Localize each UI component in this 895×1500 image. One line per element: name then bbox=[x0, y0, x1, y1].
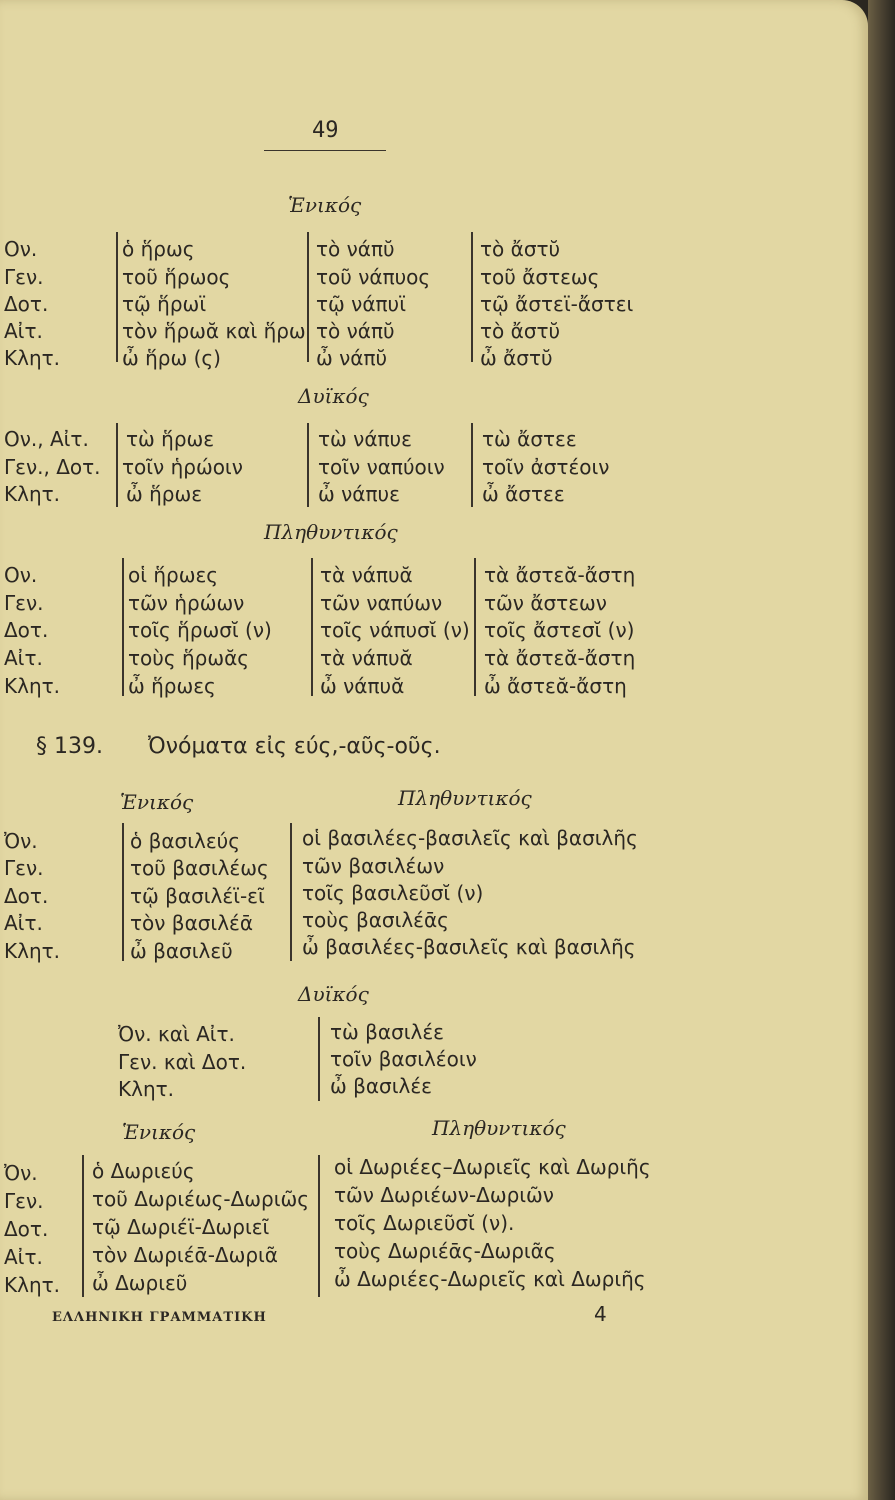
column-divider bbox=[474, 558, 476, 696]
case-label: Αἰτ. bbox=[4, 646, 43, 670]
form-cell: τῶν Δωριέων-Δωριῶν bbox=[334, 1183, 554, 1207]
form-cell: τοῖν βασιλέοιν bbox=[330, 1047, 477, 1071]
case-label: Γεν. bbox=[4, 856, 44, 880]
form-cell: τὰ νάπυᾰ bbox=[320, 646, 413, 670]
form-cell: ὦ νάπῠ bbox=[316, 346, 388, 370]
case-label: Δοτ. bbox=[4, 618, 49, 642]
form-cell: τὸν ἥρωᾰ καὶ ἥρω bbox=[122, 319, 306, 343]
form-cell: ὦ νάπυᾰ bbox=[320, 674, 405, 698]
form-cell: τὸ νάπῠ bbox=[316, 319, 395, 343]
case-label: Κλητ. bbox=[4, 674, 61, 698]
column-divider bbox=[82, 1155, 84, 1297]
case-label: Ὀν. bbox=[4, 829, 38, 853]
form-cell: τοῖν ἡρώοιν bbox=[122, 455, 243, 479]
case-label: Γεν. bbox=[4, 265, 44, 289]
form-cell: ὁ Δωριεύς bbox=[92, 1159, 195, 1183]
form-cell: τοὺς Δωριέᾱς-Δωριᾶς bbox=[334, 1239, 556, 1263]
case-label: Κλητ. bbox=[4, 482, 61, 506]
column-divider bbox=[471, 423, 473, 507]
form-cell: τὸν Δωριέᾱ-Δωριᾶ bbox=[92, 1243, 278, 1267]
form-cell: ὦ βασιλεῦ bbox=[130, 939, 233, 963]
case-label: Ὀν. καὶ Αἰτ. bbox=[118, 1022, 235, 1046]
form-cell: τῶν ἡρώων bbox=[128, 591, 245, 615]
form-cell: τῷ ἥρωϊ bbox=[122, 292, 207, 316]
case-label: Δοτ. bbox=[4, 884, 49, 908]
form-cell: τῷ ἄστεϊ-ἄστει bbox=[480, 292, 634, 316]
case-label: Κλητ. bbox=[118, 1077, 175, 1101]
column-divider bbox=[307, 423, 309, 507]
form-cell: ὦ Δωριέες-Δωριεῖς καὶ Δωριῆς bbox=[334, 1267, 646, 1291]
case-label: Αἰτ. bbox=[4, 319, 43, 343]
form-cell: ὦ Δωριεῦ bbox=[92, 1271, 188, 1295]
case-label: Ον. bbox=[4, 563, 38, 587]
form-cell: τοῦ Δωριέως-Δωριῶς bbox=[92, 1187, 309, 1211]
form-cell: ὦ βασιλέε bbox=[330, 1074, 432, 1098]
column-divider bbox=[471, 232, 473, 362]
footer-book-title: ΕΛΛΗΝΙΚΗ ΓΡΑΜΜΑΤΙΚΗ bbox=[52, 1310, 267, 1325]
case-label: Αἰτ. bbox=[4, 911, 43, 935]
column-divider bbox=[116, 423, 118, 507]
form-cell: τῷ βασιλέϊ-εῖ bbox=[130, 884, 265, 908]
case-label: Ὀν. bbox=[4, 1161, 38, 1185]
plural-heading: Πληθυντικός bbox=[432, 1116, 566, 1140]
column-divider bbox=[318, 1017, 320, 1101]
column-divider bbox=[116, 232, 118, 362]
case-label: Κλητ. bbox=[4, 939, 61, 963]
column-divider bbox=[307, 232, 309, 362]
case-label: Γεν., Δοτ. bbox=[4, 455, 101, 479]
section-number: § 139. bbox=[36, 734, 103, 759]
form-cell: τοῖν ἀστέοιν bbox=[482, 455, 610, 479]
form-cell: ὦ ἄστεε bbox=[482, 482, 565, 506]
case-label: Γεν. bbox=[4, 591, 44, 615]
form-cell: τὸ ἄστῠ bbox=[480, 237, 561, 261]
form-cell: τῷ Δωριέϊ-Δωριεῖ bbox=[92, 1215, 270, 1239]
form-cell: τοῦ ἥρωος bbox=[122, 265, 231, 289]
form-cell: οἱ βασιλέες-βασιλεῖς καὶ βασιλῆς bbox=[302, 826, 638, 850]
dual-heading: Δυϊκός bbox=[298, 982, 369, 1006]
form-cell: τοῖς Δωριεῦσῐ (ν). bbox=[334, 1211, 515, 1235]
form-cell: τοῖς ἄστεσῐ (ν) bbox=[484, 618, 635, 642]
page-number-rule bbox=[264, 150, 386, 151]
form-cell: τοῖς βασιλεῦσῐ (ν) bbox=[302, 881, 484, 905]
form-cell: τοῖς ἥρωσῐ (ν) bbox=[128, 618, 272, 642]
dual-heading: Δυϊκός bbox=[298, 384, 369, 408]
column-divider bbox=[318, 1155, 320, 1297]
form-cell: τὰ ἄστεᾰ-ἄστη bbox=[484, 563, 636, 587]
form-cell: τὼ ἥρωε bbox=[126, 427, 215, 451]
form-cell: τὼ ἄστεε bbox=[482, 427, 577, 451]
plural-heading: Πληθυντικός bbox=[264, 520, 398, 544]
section-title: Ὀνόματα εἰς εύς,-αῦς-οῦς. bbox=[148, 734, 441, 759]
column-divider bbox=[290, 823, 292, 961]
case-label: Δοτ. bbox=[4, 292, 49, 316]
footer-signature: 4 bbox=[594, 1302, 607, 1326]
singular-heading: Ἑνικός bbox=[122, 1120, 196, 1144]
form-cell: τοὺς βασιλέᾱς bbox=[302, 908, 449, 932]
case-label: Ον. bbox=[4, 237, 38, 261]
form-cell: ὁ βασιλεύς bbox=[130, 829, 240, 853]
page-number: 49 bbox=[312, 118, 339, 143]
singular-heading: Ἑνικός bbox=[288, 193, 362, 217]
case-label: Κλητ. bbox=[4, 346, 61, 370]
plural-heading: Πληθυντικός bbox=[398, 786, 532, 810]
form-cell: ὦ ἄστῠ bbox=[480, 346, 553, 370]
form-cell: τοῖν ναπύοιν bbox=[318, 455, 445, 479]
form-cell: τῶν βασιλέων bbox=[302, 854, 445, 878]
form-cell: τὸν βασιλέᾱ bbox=[130, 911, 254, 935]
book-spine bbox=[868, 0, 895, 1500]
column-divider bbox=[122, 823, 124, 961]
case-label: Ον., Αἰτ. bbox=[4, 427, 89, 451]
form-cell: ὁ ἥρως bbox=[122, 237, 195, 261]
form-cell: τοῦ βασιλέως bbox=[130, 856, 269, 880]
singular-heading: Ἑνικός bbox=[120, 790, 194, 814]
column-divider bbox=[311, 558, 313, 696]
column-divider bbox=[122, 558, 124, 696]
form-cell: τὰ ἄστεᾰ-ἄστη bbox=[484, 646, 636, 670]
form-cell: ὦ ἄστεᾰ-ἄστη bbox=[484, 674, 627, 698]
form-cell: τὼ βασιλέε bbox=[330, 1020, 444, 1044]
form-cell: τὸ ἄστῠ bbox=[480, 319, 561, 343]
form-cell: τοὺς ἥρωᾰς bbox=[128, 646, 249, 670]
form-cell: τὼ νάπυε bbox=[318, 427, 412, 451]
form-cell: ὦ ἥρω (ς) bbox=[122, 346, 221, 370]
form-cell: τῶν ναπύων bbox=[320, 591, 443, 615]
form-cell: ὦ νάπυε bbox=[318, 482, 400, 506]
form-cell: τὰ νάπυᾰ bbox=[320, 563, 413, 587]
form-cell: τοῦ ἄστεως bbox=[480, 265, 600, 289]
form-cell: τῷ νάπυϊ bbox=[316, 292, 406, 316]
case-label: Γεν. καὶ Δοτ. bbox=[118, 1050, 247, 1074]
form-cell: οἱ Δωριέες–Δωριεῖς καὶ Δωριῆς bbox=[334, 1155, 651, 1179]
form-cell: οἱ ἥρωες bbox=[128, 563, 219, 587]
form-cell: τὸ νάπῠ bbox=[316, 237, 395, 261]
form-cell: ὦ ἥρωες bbox=[128, 674, 216, 698]
form-cell: τοῦ νάπυος bbox=[316, 265, 431, 289]
form-cell: τῶν ἄστεων bbox=[484, 591, 607, 615]
form-cell: ὦ βασιλέες-βασιλεῖς καὶ βασιλῆς bbox=[302, 935, 636, 959]
case-label: Κλητ. bbox=[4, 1273, 61, 1297]
form-cell: ὦ ἥρωε bbox=[126, 482, 203, 506]
form-cell: τοῖς νάπυσῐ (ν) bbox=[320, 618, 470, 642]
case-label: Δοτ. bbox=[4, 1217, 49, 1241]
case-label: Αἰτ. bbox=[4, 1245, 43, 1269]
case-label: Γεν. bbox=[4, 1189, 44, 1213]
